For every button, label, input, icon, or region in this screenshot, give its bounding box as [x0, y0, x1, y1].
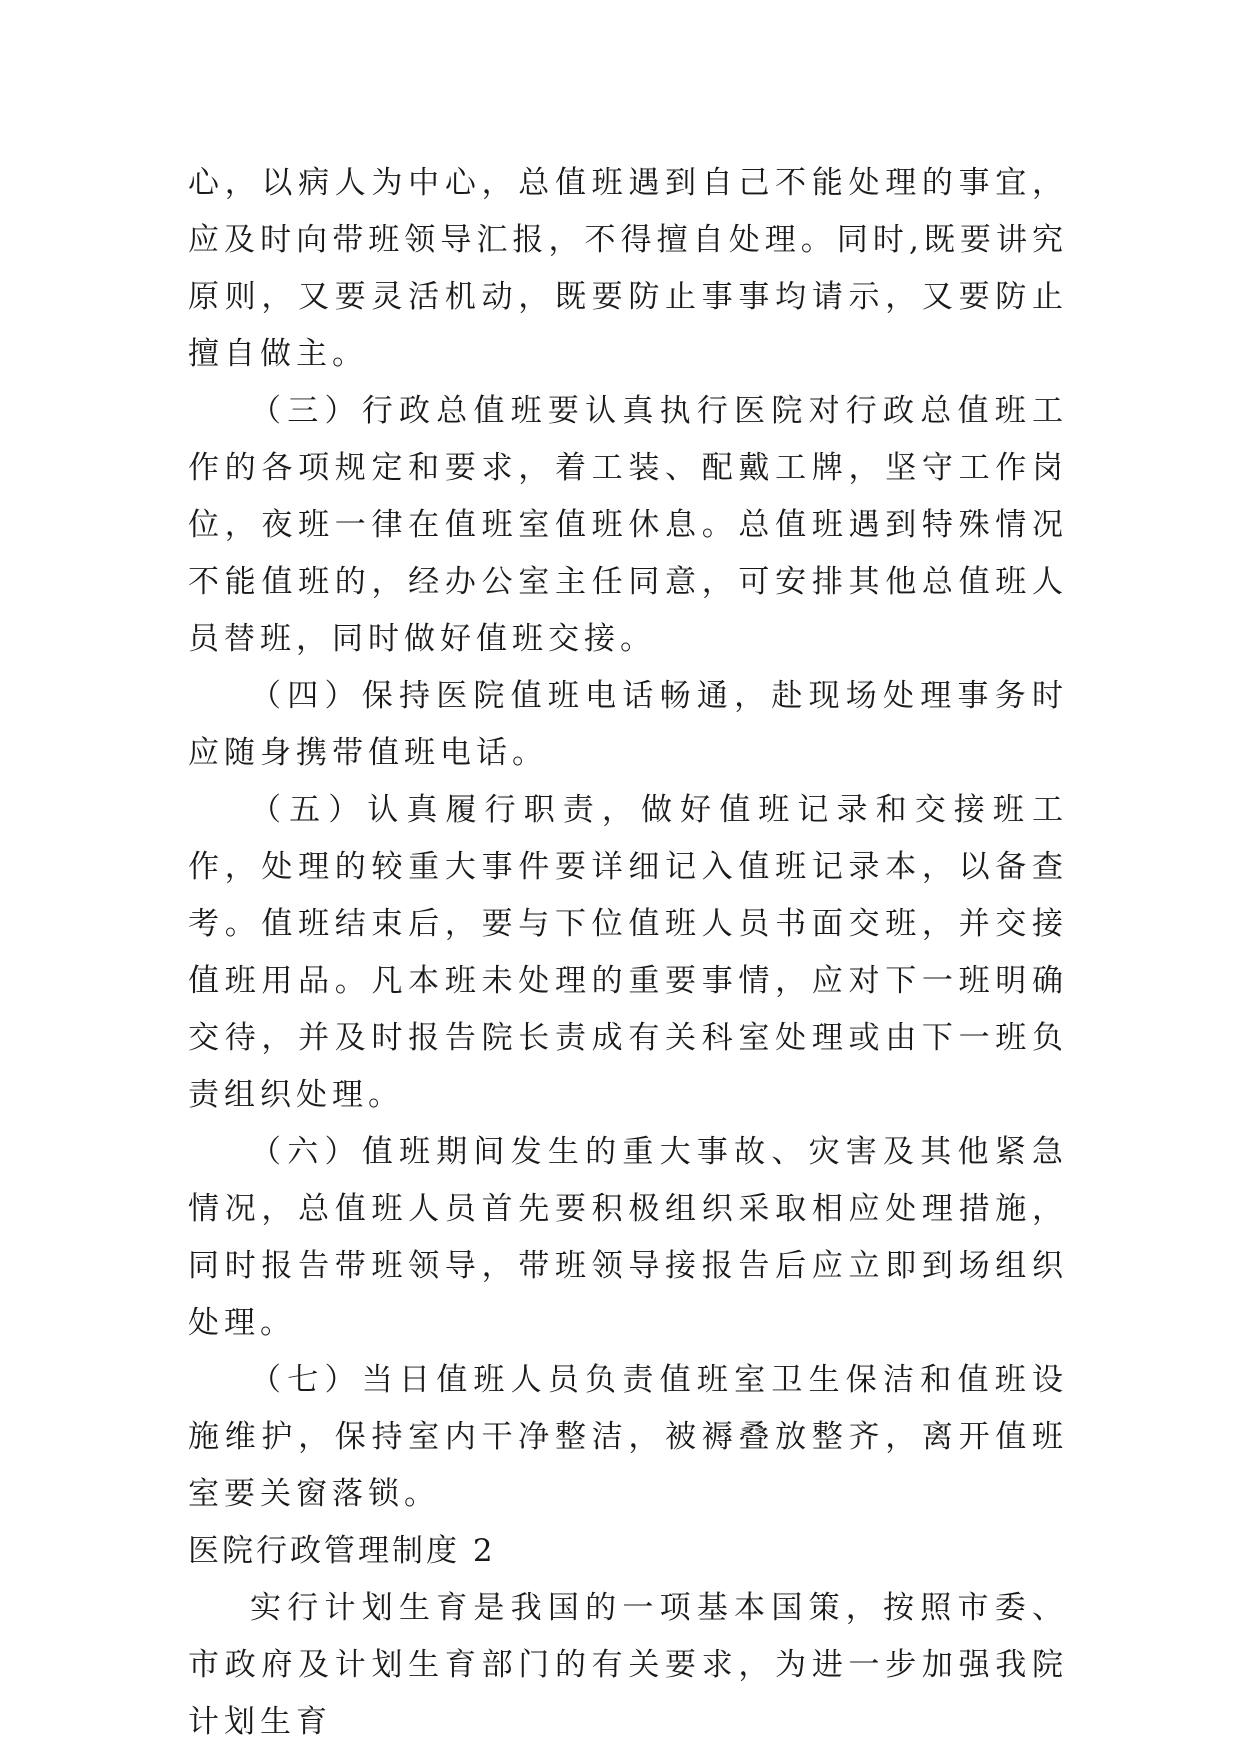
paragraph-item-5: （五）认真履行职责，做好值班记录和交接班工作，处理的较重大事件要详细记入值班记录本，以备查考。值班结束后，要与下位值班人员书面交班，并交接值班用品。凡本班未处理的重要事情，应对下一班明确交待，并及时报告院长责成有关科室处理或由下一班负责组织处理。 [188, 792, 1068, 1113]
section-title: 医院行政管理制度 2 [188, 1533, 496, 1569]
document-body [188, 155, 1068, 1751]
section-paragraph: 实行计划生育是我国的一项基本国策，按照市委、市政府及计划生育部门的有关要求，为进一步加强我院计划生育 [188, 1590, 1068, 1740]
paragraph-continuation: 心，以病人为中心，总值班遇到自己不能处理的事宜，应及时向带班领导汇报，不得擅自处理。同时,既要讲究原则，又要灵活机动，既要防止事事均请示，又要防止擅自做主。 [188, 165, 1068, 372]
paragraph-item-7: （七）当日值班人员负责值班室卫生保洁和值班设施维护，保持室内干净整洁，被褥叠放整齐，离开值班室要关窗落锁。 [188, 1362, 1068, 1512]
paragraph-item-4: （四）保持医院值班电话畅通，赴现场处理事务时应随身携带值班电话。 [188, 678, 1068, 771]
paragraph-item-6: （六）值班期间发生的重大事故、灾害及其他紧急情况，总值班人员首先要积极组织采取相应处理措施，同时报告带班领导，带班领导接报告后应立即到场组织处理。 [188, 1134, 1068, 1341]
paragraph-item-3: （三）行政总值班要认真执行医院对行政总值班工作的各项规定和要求，着工装、配戴工牌，坚守工作岗位，夜班一律在值班室值班休息。总值班遇到特殊情况不能值班的，经办公室主任同意，可安排其他总值班人员替班，同时做好值班交接。 [188, 393, 1068, 657]
